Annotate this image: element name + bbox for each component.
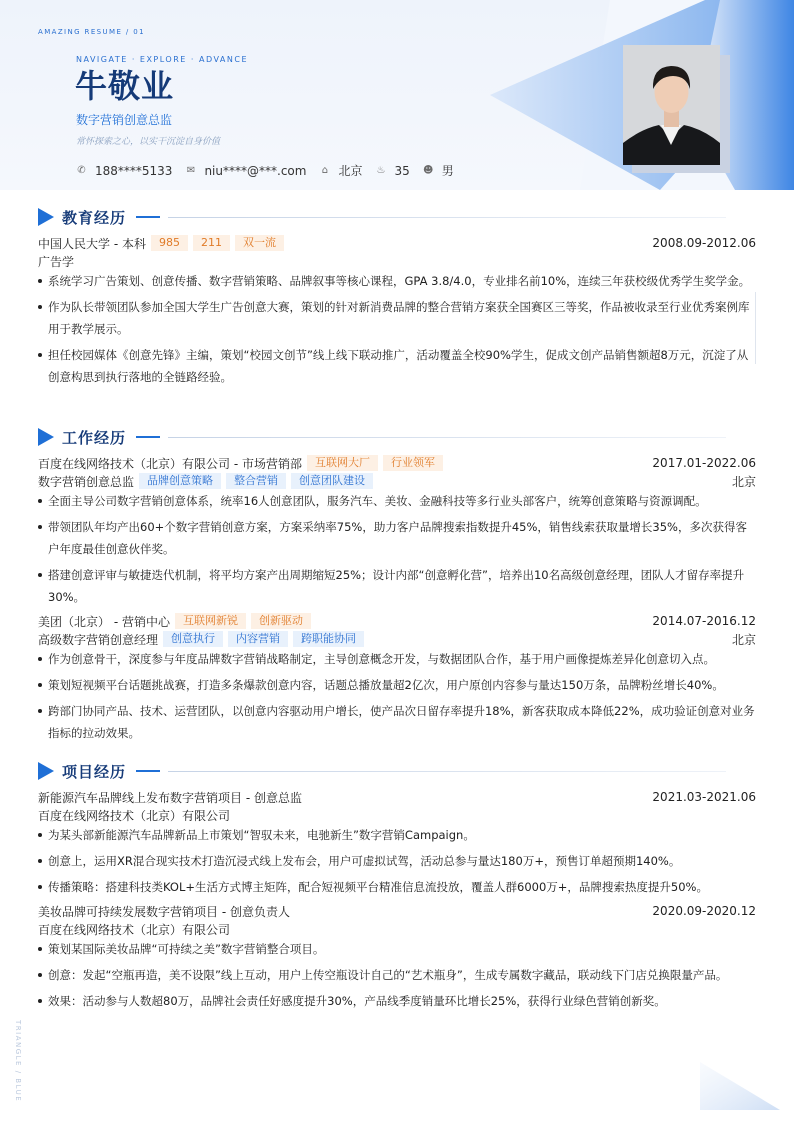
list-item: 系统学习广告策划、创意传播、数字营销策略、品牌叙事等核心课程，GPA 3.8/4.0，专业排名前10%，连续三年获校级优秀学生奖学金。 <box>38 270 756 292</box>
job-company-row <box>38 612 756 630</box>
list-item: 传播策略：搭建科技类KOL+生活方式博主矩阵，配合短视频平台精准信息流投放，覆盖人群6000万+，品牌搜索热度提升50%。 <box>38 876 756 898</box>
tag: 双一流 <box>235 235 284 251</box>
project-bullets <box>38 938 756 1016</box>
smile-icon: ☻ <box>423 165 434 176</box>
list-item: 带领团队年均产出60+个数字营销创意方案，方案采纳率75%，助力客户品牌搜索指数提升45%，销售线索获取量增长35%，多次获得客户年度最佳创意伙伴奖。 <box>38 516 756 560</box>
email-value: niu****@***.com <box>204 163 307 178</box>
date: 2021.03-2021.06 <box>652 790 756 804</box>
date: 2017.01-2022.06 <box>652 456 756 470</box>
list-item: 作为队长带领团队参加全国大学生广告创意大赛，策划的针对新消费品牌的整合营销方案获全国赛区三等奖，作品被收录至行业优秀案例库用于教学展示。 <box>38 296 756 340</box>
project-bullets <box>38 824 756 902</box>
tag: 行业领军 <box>383 455 443 471</box>
cake-icon: ♨ <box>376 165 386 176</box>
education-heading <box>38 207 756 227</box>
job-title: 数字营销创意总监 <box>76 113 173 127</box>
project-org: 百度在线网络技术（北京）有限公司 <box>38 808 231 823</box>
tag: 内容营销 <box>228 631 288 647</box>
section-title: 教育经历 <box>62 208 127 227</box>
company-name: 美团（北京） - 营销中心 <box>38 614 170 629</box>
projects-heading <box>38 761 756 781</box>
location-value: 北京 <box>338 164 363 178</box>
section-title: 工作经历 <box>62 428 127 447</box>
tag: 整合营销 <box>226 473 286 489</box>
side-watermark: TRIANGLE / BLUE <box>14 1020 22 1103</box>
tag: 创意执行 <box>163 631 223 647</box>
list-item: 策划短视频平台话题挑战赛，打造多条爆款创意内容，话题总播放量超2亿次，用户原创内容参与量达150万条，品牌粉丝增长40%。 <box>38 674 756 696</box>
list-item: 作为创意骨干，深度参与年度品牌数字营销战略制定，主导创意概念开发，与数据团队合作，基于用户画像提炼差异化创意切入点。 <box>38 648 756 670</box>
location: 北京 <box>731 632 756 647</box>
job-role-row <box>38 630 756 648</box>
nav-tagline: NAVIGATE · EXPLORE · ADVANCE <box>76 55 249 64</box>
project-title-row <box>38 902 756 920</box>
contact-location <box>319 162 362 179</box>
major-row <box>38 252 756 270</box>
list-item: 担任校园媒体《创意先锋》主编，策划“校园文创节”线上线下联动推广，活动覆盖全校90%学生，促成文创产品销售额超8万元，沉淀了从创意构思到执行落地的全链路经验。 <box>38 344 756 388</box>
gender-value: 男 <box>441 164 454 178</box>
list-item: 搭建创意评审与敏捷迭代机制，将平均方案产出周期缩短25%；设计内部“创意孵化营”，培养出10名高级创意经理，团队人才留存率提升30%。 <box>38 564 756 608</box>
company-name: 百度在线网络技术（北京）有限公司 - 市场营销部 <box>38 456 302 471</box>
tag: 985 <box>151 235 188 251</box>
location: 北京 <box>731 474 756 489</box>
motto: 常怀探索之心，以实干沉淀自身价值 <box>76 137 221 147</box>
job-company-row <box>38 454 756 472</box>
divider <box>168 217 726 218</box>
school-name: 中国人民大学 - 本科 <box>38 236 146 251</box>
triangle-bullet-icon <box>38 428 54 446</box>
work-heading <box>38 427 756 447</box>
age-value: 35 <box>394 163 410 178</box>
mail-icon: ✉ <box>186 165 196 176</box>
job-bullets <box>38 648 756 748</box>
phone-icon: ✆ <box>77 165 86 176</box>
list-item: 创意：发起“空瓶再造，美不设限”线上互动，用户上传空瓶设计自己的“艺术瓶身”，生成专属数字藏品，联动线下门店兑换限量产品。 <box>38 964 756 986</box>
tag: 互联网新锐 <box>175 613 246 629</box>
list-item: 策划某国际美妆品牌“可持续之美”数字营销整合项目。 <box>38 938 756 960</box>
triangle-bullet-icon <box>38 762 54 780</box>
project-title: 美妆品牌可持续发展数字营销项目 - 创意负责人 <box>38 904 290 919</box>
contact-age <box>375 164 409 178</box>
education-bullets <box>38 270 756 392</box>
tag: 品牌创意策略 <box>139 473 221 489</box>
contact-phone <box>76 164 172 178</box>
project-org: 百度在线网络技术（北京）有限公司 <box>38 922 231 937</box>
resume-tag: AMAZING RESUME / 01 <box>38 28 145 36</box>
candidate-name: 牛敬业 <box>75 67 175 105</box>
triangle-bullet-icon <box>38 208 54 226</box>
contact-email <box>185 164 306 178</box>
job-bullets <box>38 490 756 612</box>
project-title: 新能源汽车品牌线上发布数字营销项目 - 创意总监 <box>38 790 302 805</box>
date: 2008.09-2012.06 <box>652 236 756 250</box>
contact-gender <box>423 162 454 179</box>
project-org-row <box>38 806 756 824</box>
tag: 创意团队建设 <box>291 473 373 489</box>
tag: 互联网大厂 <box>307 455 378 471</box>
education-row <box>38 234 756 252</box>
list-item: 跨部门协同产品、技术、运营团队，以创意内容驱动用户增长，使产品次日留存率提升18%，新客获取成本降低22%，成功验证创意对业务指标的拉动效果。 <box>38 700 756 744</box>
project-title-row <box>38 788 756 806</box>
role: 数字营销创意总监 <box>38 474 135 489</box>
section-title: 项目经历 <box>62 762 127 781</box>
tag: 跨职能协同 <box>293 631 364 647</box>
tag: 创新驱动 <box>251 613 311 629</box>
list-item: 创意上，运用XR混合现实技术打造沉浸式线上发布会，用户可虚拟试驾，活动总参与量达180万+，预售订单超预期140%。 <box>38 850 756 872</box>
divider <box>168 437 726 438</box>
divider <box>755 292 756 364</box>
list-item: 为某头部新能源汽车品牌新品上市策划“智驭未来，电驰新生”数字营销Campaign。 <box>38 824 756 846</box>
project-org-row <box>38 920 756 938</box>
home-icon: ⌂ <box>321 165 329 176</box>
tag: 211 <box>193 235 230 251</box>
role: 高级数字营销创意经理 <box>38 632 159 647</box>
list-item: 全面主导公司数字营销创意体系，统率16人创意团队，服务汽车、美妆、金融科技等多行业头部客户，统筹创意策略与资源调配。 <box>38 490 756 512</box>
date: 2014.07-2016.12 <box>652 614 756 628</box>
major: 广告学 <box>38 254 75 269</box>
job-role-row <box>38 472 756 490</box>
divider <box>168 771 726 772</box>
date: 2020.09-2020.12 <box>652 904 756 918</box>
phone-value: 188****5133 <box>95 163 173 178</box>
profile-photo <box>623 45 720 165</box>
list-item: 效果：活动参与人数超80万，品牌社会责任好感度提升30%，产品线季度销量环比增长25%，获得行业绿色营销创新奖。 <box>38 990 756 1012</box>
contact-bar <box>76 162 467 179</box>
